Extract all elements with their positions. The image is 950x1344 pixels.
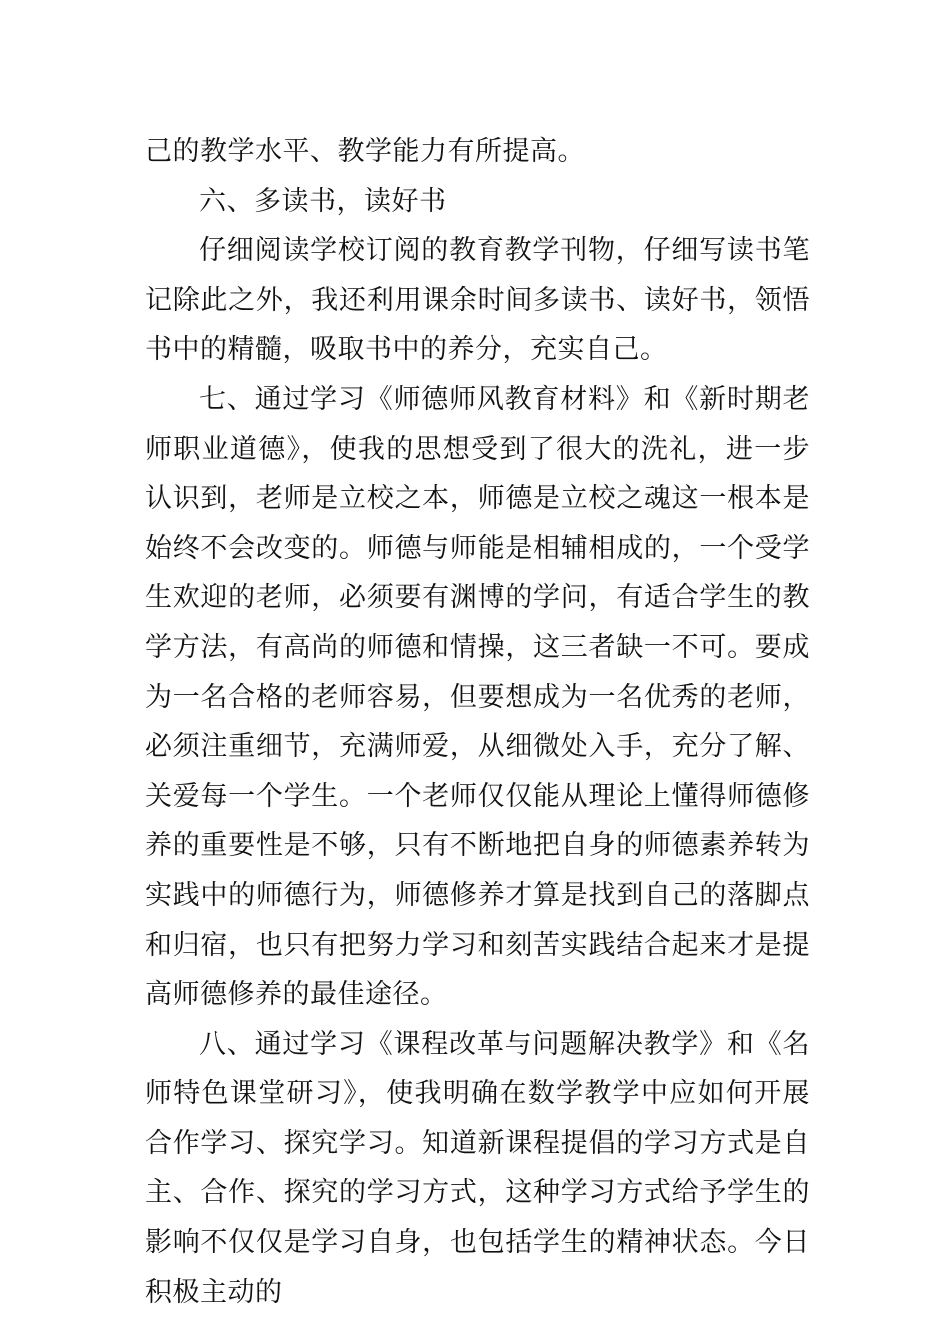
section-heading-six: 六、多读书，读好书 [199,185,447,217]
paragraph-reading: 仔细阅读学校订阅的教育教学刊物，仔细写读书笔记除此之外，我还利用课余时间多读书、读好书，领悟书中的精髓，吸取书中的养分，充实自己。 [145,235,810,366]
paragraph-section-seven: 七、通过学习《师德师风教育材料》和《新时期老师职业道德》，使我的思想受到了很大的洗礼，进一步认识到，老师是立校之本，师德是立校之魂这一根本是始终不会改变的。师德与师能是相辅相成的，一个受学生欢迎的老师，必须要有渊博的学问，有适合学生的教学方法，有高尚的师德和情操，这三者缺一不可。要成为一名合格的老师容易，但要想成为一名优秀的老师，必须注重细节，充满师爱，从细微处入手，充分了解、关爱每一个学生。一个老师仅仅能从理论上懂得师德修养的重要性是不够，只有不断地把自身的师德素养转为实践中的师德行为，师德修养才算是找到自己的落脚点和归宿，也只有把努力学习和刻苦实践结合起来才是提高师德修养的最佳途径。 [145,383,810,1011]
paragraph-section-eight: 八、通过学习《课程改革与问题解决教学》和《名师特色课堂研习》，使我明确在数学教学中应如何开展合作学习、探究学习。知道新课程提倡的学习方式是自主、合作、探究的学习方式，这种学习方式给予学生的影响不仅仅是学习自身，也包括学生的精神状态。今日积极主动的 [145,1028,810,1308]
document-body [145,127,810,1317]
paragraph-continuation: 己的教学水平、教学能力有所提高。 [145,136,585,167]
